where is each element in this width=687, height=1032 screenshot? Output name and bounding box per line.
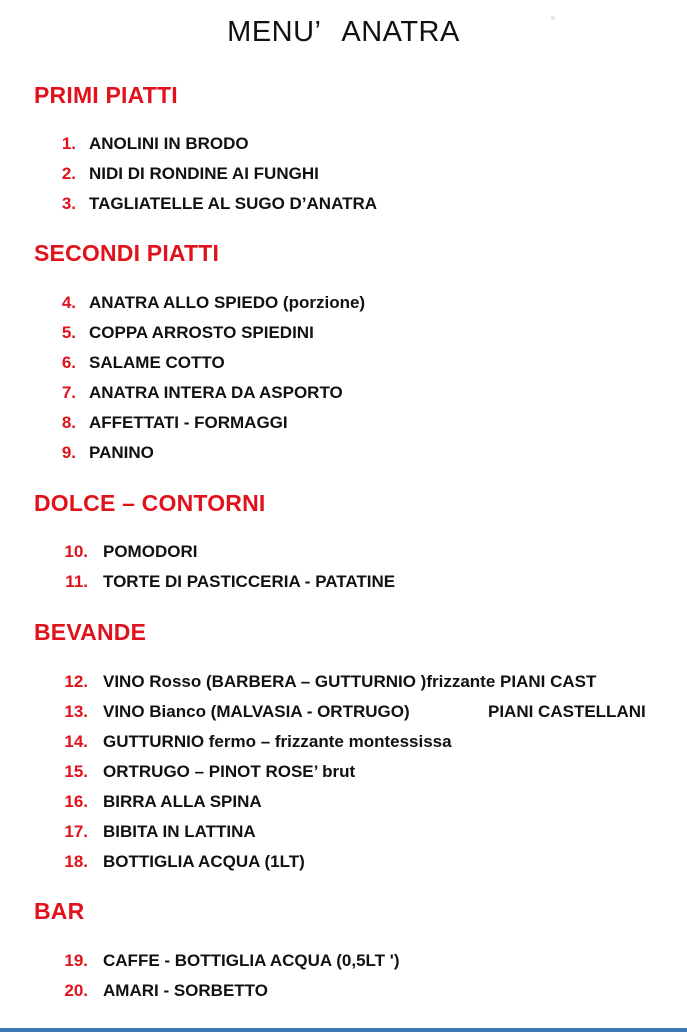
bottom-border [0,1028,687,1032]
section-heading-primi-piatti: PRIMI PIATTI [34,82,178,108]
item-number: 11. [65,572,88,591]
item-number: 2. [61,164,76,183]
item-number: 1. [61,134,76,153]
item-text: ORTRUGO – PINOT ROSE’ brut [103,762,356,781]
item-text: VINO Bianco (MALVASIA - ORTRUGO) [103,702,410,721]
item-number: 17. [64,822,88,841]
item-number: 19. [64,951,88,970]
item-number: 13. [64,702,88,721]
item-number: 15. [64,762,88,781]
item-text: AFFETTATI - FORMAGGI [89,413,288,432]
section-heading-bevande: BEVANDE [34,619,147,645]
item-text: ANATRA INTERA DA ASPORTO [89,383,343,402]
section-heading-bar: BAR [34,898,85,924]
item-number: 20. [64,981,88,1000]
item-number: 10. [64,542,88,561]
item-text: POMODORI [103,542,198,561]
section-heading-secondi-piatti: SECONDI PIATTI [34,240,220,266]
section-heading-dolce-contorni: DOLCE – CONTORNI [34,490,266,516]
item-text: BIRRA ALLA SPINA [103,792,262,811]
item-text: VINO Rosso (BARBERA – GUTTURNIO )frizzante PIANI CAST [103,672,597,691]
item-text: TORTE DI PASTICCERIA - PATATINE [103,572,396,591]
item-number: 5. [61,323,76,342]
item-number: 3. [61,194,76,213]
item-extra-text: PIANI CASTELLANI [488,702,646,721]
item-number: 9. [61,443,76,462]
item-text: ANATRA ALLO SPIEDO (porzione) [89,293,366,312]
item-text: BIBITA IN LATTINA [103,822,256,841]
item-text: AMARI - SORBETTO [103,981,268,1000]
item-number: 4. [61,293,76,312]
item-number: 18. [64,852,88,871]
item-number: 6. [61,353,76,372]
item-text: COPPA ARROSTO SPIEDINI [89,323,314,342]
item-text: PANINO [89,443,154,462]
item-text: GUTTURNIO fermo – frizzante montessissa [103,732,452,751]
item-number: 8. [61,413,76,432]
item-number: 7. [61,383,76,402]
item-text: SALAME COTTO [89,353,225,372]
item-text: BOTTIGLIA ACQUA (1LT) [103,852,305,871]
item-number: 16. [64,792,88,811]
item-text: NIDI DI RONDINE AI FUNGHI [89,164,319,183]
item-text: CAFFE - BOTTIGLIA ACQUA (0,5LT ') [103,951,400,970]
item-text: ANOLINI IN BRODO [89,134,249,153]
page-title: MENU’ ANATRA [227,16,460,48]
item-number: 14. [64,732,88,751]
item-text: TAGLIATELLE AL SUGO D’ANATRA [89,194,378,213]
item-number: 12. [64,672,88,691]
